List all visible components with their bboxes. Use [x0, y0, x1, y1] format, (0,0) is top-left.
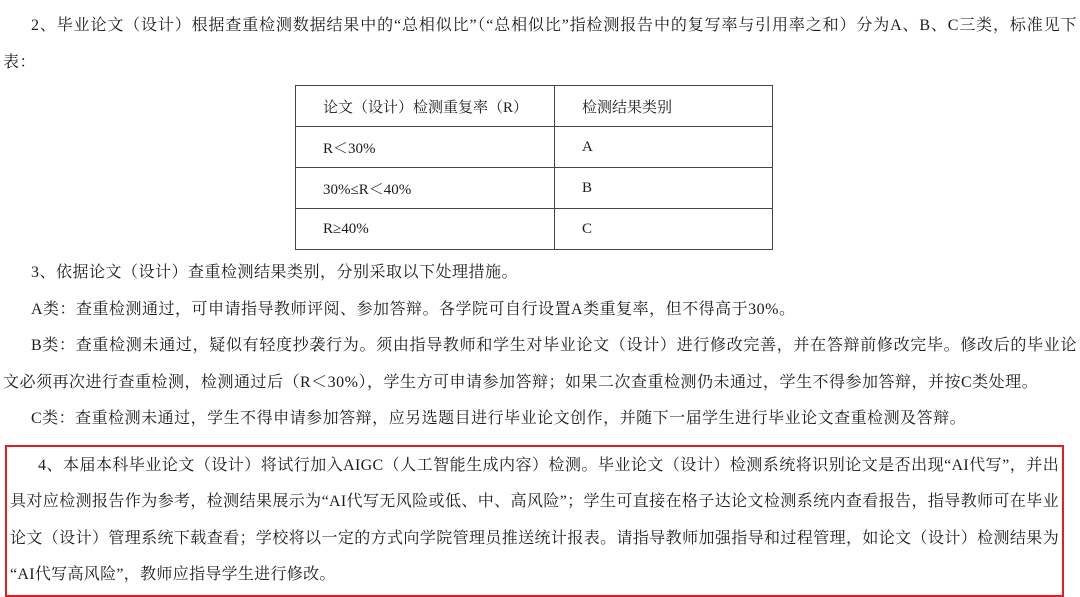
similarity-table	[295, 85, 773, 250]
table-row-a	[296, 127, 773, 168]
table-header-result-class: 检测结果类别	[555, 86, 773, 127]
para-aigc-notice: 4、本届本科毕业论文（设计）将试行加入AIGC（人工智能生成内容）检测。毕业论文（设计）检测系统将识别论文是否出现“AI代写”，并出具对应检测报告作为参考，检测结果展示为“AI代写无风险或低、中、高风险”；学生可直接在格子达论文检测系统内查看报告，指导教师可在毕业论文（设计）管理系统下载查看；学校将以一定的方式向学院管理员推送统计报表。请指导教师加强指导和过程管理，如论文（设计）检测结果为“AI代写高风险”，教师应指导学生进行修改。	[10, 456, 1059, 583]
table-cell-rate-c: R≥40%	[296, 209, 555, 250]
table-cell-class-c: C	[555, 209, 773, 250]
table-row-b	[296, 168, 773, 209]
table-cell-rate-a: R＜30%	[296, 127, 555, 168]
table-cell-class-a: A	[555, 127, 773, 168]
para-classification: 2、毕业论文（设计）根据查重检测数据结果中的“总相似比”（“总相似比”指检测报告中的复写率与引用率之和）分为A、B、C三类，标准见下表：	[3, 17, 1077, 71]
table-cell-class-b: B	[555, 168, 773, 209]
para-class-a: A类：查重检测通过，可申请指导教师评阅、参加答辩。各学院可自行设置A类重复率，但不得高于30%。	[31, 300, 796, 318]
table-header-repetition-rate: 论文（设计）检测重复率（R）	[296, 86, 555, 127]
para-class-b: B类：查重检测未通过，疑似有轻度抄袭行为。须由指导教师和学生对毕业论文（设计）进行修改完善，并在答辩前修改完毕。修改后的毕业论文必须再次进行查重检测，检测通过后（R＜30%），学生方可申请参加答辩；如果二次查重检测仍未通过，学生不得参加答辩，并按C类处理。	[3, 337, 1077, 391]
para-class-c: C类：查重检测未通过，学生不得申请参加答辩，应另选题目进行毕业论文创作，并随下一届学生进行毕业论文查重检测及答辩。	[31, 410, 967, 427]
table-row-c	[296, 209, 773, 250]
table-cell-rate-b: 30%≤R＜40%	[296, 168, 555, 209]
table-header-row	[296, 86, 773, 127]
para-measures: 3、依据论文（设计）查重检测结果类别，分别采取以下处理措施。	[31, 264, 519, 281]
aigc-notice-box	[5, 445, 1064, 597]
